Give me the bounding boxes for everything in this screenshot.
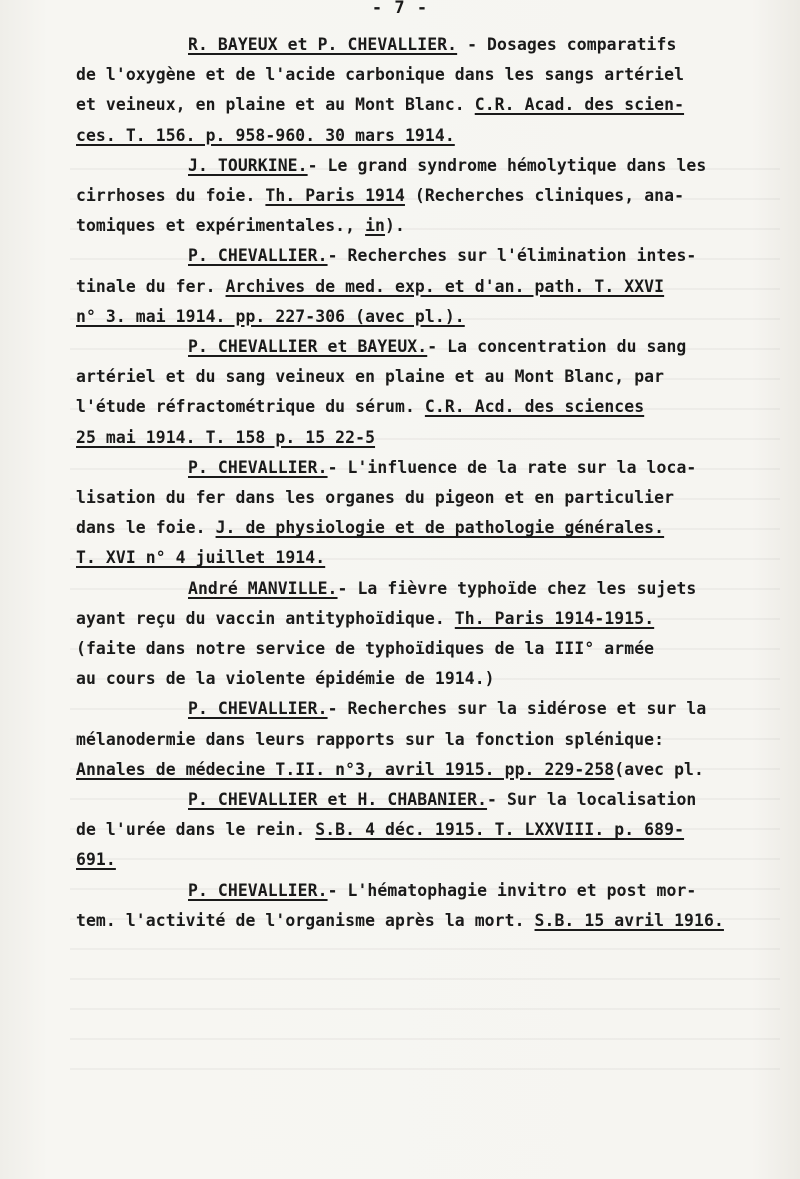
- entry-reference: S.B. 4 déc. 1915. T. LXXVIII. p. 689-: [315, 820, 685, 840]
- entry-text: - Recherches sur la sidérose et sur la: [327, 699, 707, 719]
- entry-text: - Dosages comparatifs: [457, 35, 677, 54]
- entry-line: [76, 241, 776, 271]
- entry-text: - Sur la localisation: [487, 790, 697, 810]
- entry-line: [76, 332, 776, 362]
- entry-line: [76, 815, 776, 845]
- entry-text: tinale du fer.: [76, 276, 226, 296]
- entry-text: - L'hématophagie invitro et post mor-: [327, 880, 697, 900]
- entry-reference: T. XVI n° 4 juillet 1914.: [76, 548, 326, 568]
- entry-text: - La fièvre typhoïde chez les sujets: [337, 578, 697, 598]
- entry-text: - Le grand syndrome hémolytique dans les: [307, 155, 707, 175]
- entry-line: [76, 513, 776, 543]
- entry-line: [76, 634, 776, 664]
- entry-author: P. CHEVALLIER et BAYEUX.: [188, 337, 428, 357]
- entry-line: [76, 845, 776, 875]
- entry-text: cirrhoses du foie.: [76, 186, 266, 206]
- entry-text: de l'urée dans le rein.: [76, 820, 316, 840]
- entry-text: - L'influence de la rate sur la loca-: [327, 457, 697, 477]
- entry-line: [76, 302, 776, 332]
- entry-text: dans le foie.: [76, 518, 216, 538]
- entry-line: [76, 543, 776, 573]
- entry-line: [76, 876, 776, 906]
- entry-author: P. CHEVALLIER.: [188, 246, 328, 266]
- entry-text: ayant reçu du vaccin antityphoïdique.: [76, 608, 455, 628]
- entry-reference: Th. Paris 1914-1915.: [454, 608, 655, 628]
- entry-text: de l'oxygène et de l'acide carbonique dans les sangs artériel: [76, 65, 685, 85]
- entry-reference: 691.: [76, 850, 116, 870]
- entry-text: au cours de la violente épidémie de 1914.): [76, 669, 495, 689]
- entry-line: [76, 725, 776, 755]
- entry-reference: Annales de médecine T.II. n°3, avril 1915. pp. 229-258: [76, 759, 615, 779]
- bibliography-list: [76, 30, 776, 936]
- bibliography-entry: [76, 785, 776, 876]
- entry-reference: in: [365, 216, 386, 236]
- entry-reference: ces. T. 156. p. 958-960. 30 mars 1914.: [76, 125, 455, 145]
- bibliography-entry: [76, 241, 776, 332]
- entry-line: [76, 423, 776, 453]
- entry-author: J. TOURKINE.: [188, 155, 308, 175]
- entry-reference: C.R. Acad. des scien-: [474, 95, 685, 115]
- entry-text: artériel et du sang veineux en plaine et au Mont Blanc, par: [76, 367, 665, 387]
- entry-text: tem. l'activité de l'organisme après la mort.: [76, 910, 535, 930]
- entry-reference: n° 3. mai 1914. pp. 227-306 (avec pl.).: [76, 306, 465, 326]
- bibliography-entry: [76, 694, 776, 785]
- entry-text: lisation du fer dans les organes du pigeon et en particulier: [76, 488, 675, 508]
- entry-line: [76, 392, 776, 422]
- entry-text: ).: [385, 216, 405, 236]
- entry-reference: J. de physiologie et de pathologie générales.: [215, 518, 665, 538]
- entry-line: [76, 362, 776, 392]
- entry-line: [76, 272, 776, 302]
- bibliography-entry: [76, 574, 776, 695]
- entry-line: [76, 694, 776, 724]
- entry-author: P. CHEVALLIER.: [188, 457, 328, 477]
- entry-author: P. CHEVALLIER et H. CHABANIER.: [188, 790, 488, 810]
- entry-line: [76, 181, 776, 211]
- entry-text: l'étude réfractométrique du sérum.: [76, 397, 425, 417]
- entry-line: [76, 121, 776, 151]
- entry-author: P. CHEVALLIER.: [188, 880, 328, 900]
- entry-line: [76, 211, 776, 241]
- bibliography-entry: [76, 332, 776, 453]
- bibliography-entry: [76, 30, 776, 151]
- entry-text: (Recherches cliniques, ana-: [404, 186, 685, 206]
- entry-line: [76, 906, 776, 936]
- entry-text: - La concentration du sang: [427, 337, 687, 357]
- entry-line: [76, 30, 776, 60]
- entry-text: - Recherches sur l'élimination intes-: [327, 246, 697, 266]
- entry-line: [76, 574, 776, 604]
- bibliography-entry: [76, 453, 776, 574]
- entry-author: R. BAYEUX et P. CHEVALLIER.: [188, 35, 458, 54]
- entry-line: [76, 151, 776, 181]
- entry-line: [76, 90, 776, 120]
- entry-text: tomiques et expérimentales.,: [76, 216, 366, 236]
- entry-reference: 25 mai 1914. T. 158 p. 15 22-5: [76, 427, 376, 447]
- entry-reference: Archives de med. exp. et d'an. path. T. XXVI: [225, 276, 665, 296]
- entry-line: [76, 785, 776, 815]
- entry-line: [76, 604, 776, 634]
- entry-author: P. CHEVALLIER.: [188, 699, 328, 719]
- entry-text: et veineux, en plaine et au Mont Blanc.: [76, 95, 475, 115]
- entry-line: [76, 60, 776, 90]
- entry-line: [76, 755, 776, 785]
- entry-line: [76, 453, 776, 483]
- page-number: - 7 -: [371, 0, 429, 18]
- bibliography-entry: [76, 876, 776, 936]
- entry-reference: S.B. 15 avril 1916.: [534, 910, 724, 930]
- entry-author: André MANVILLE.: [188, 578, 338, 598]
- entry-text: (avec pl.: [614, 759, 704, 779]
- entry-line: [76, 483, 776, 513]
- entry-reference: C.R. Acd. des sciences: [424, 397, 645, 417]
- entry-text: (faite dans notre service de typhoïdiques de la III° armée: [76, 639, 655, 659]
- bibliography-entry: [76, 151, 776, 242]
- entry-line: [76, 664, 776, 694]
- entry-text: mélanodermie dans leurs rapports sur la fonction splénique:: [76, 729, 665, 749]
- entry-reference: Th. Paris 1914: [265, 186, 405, 206]
